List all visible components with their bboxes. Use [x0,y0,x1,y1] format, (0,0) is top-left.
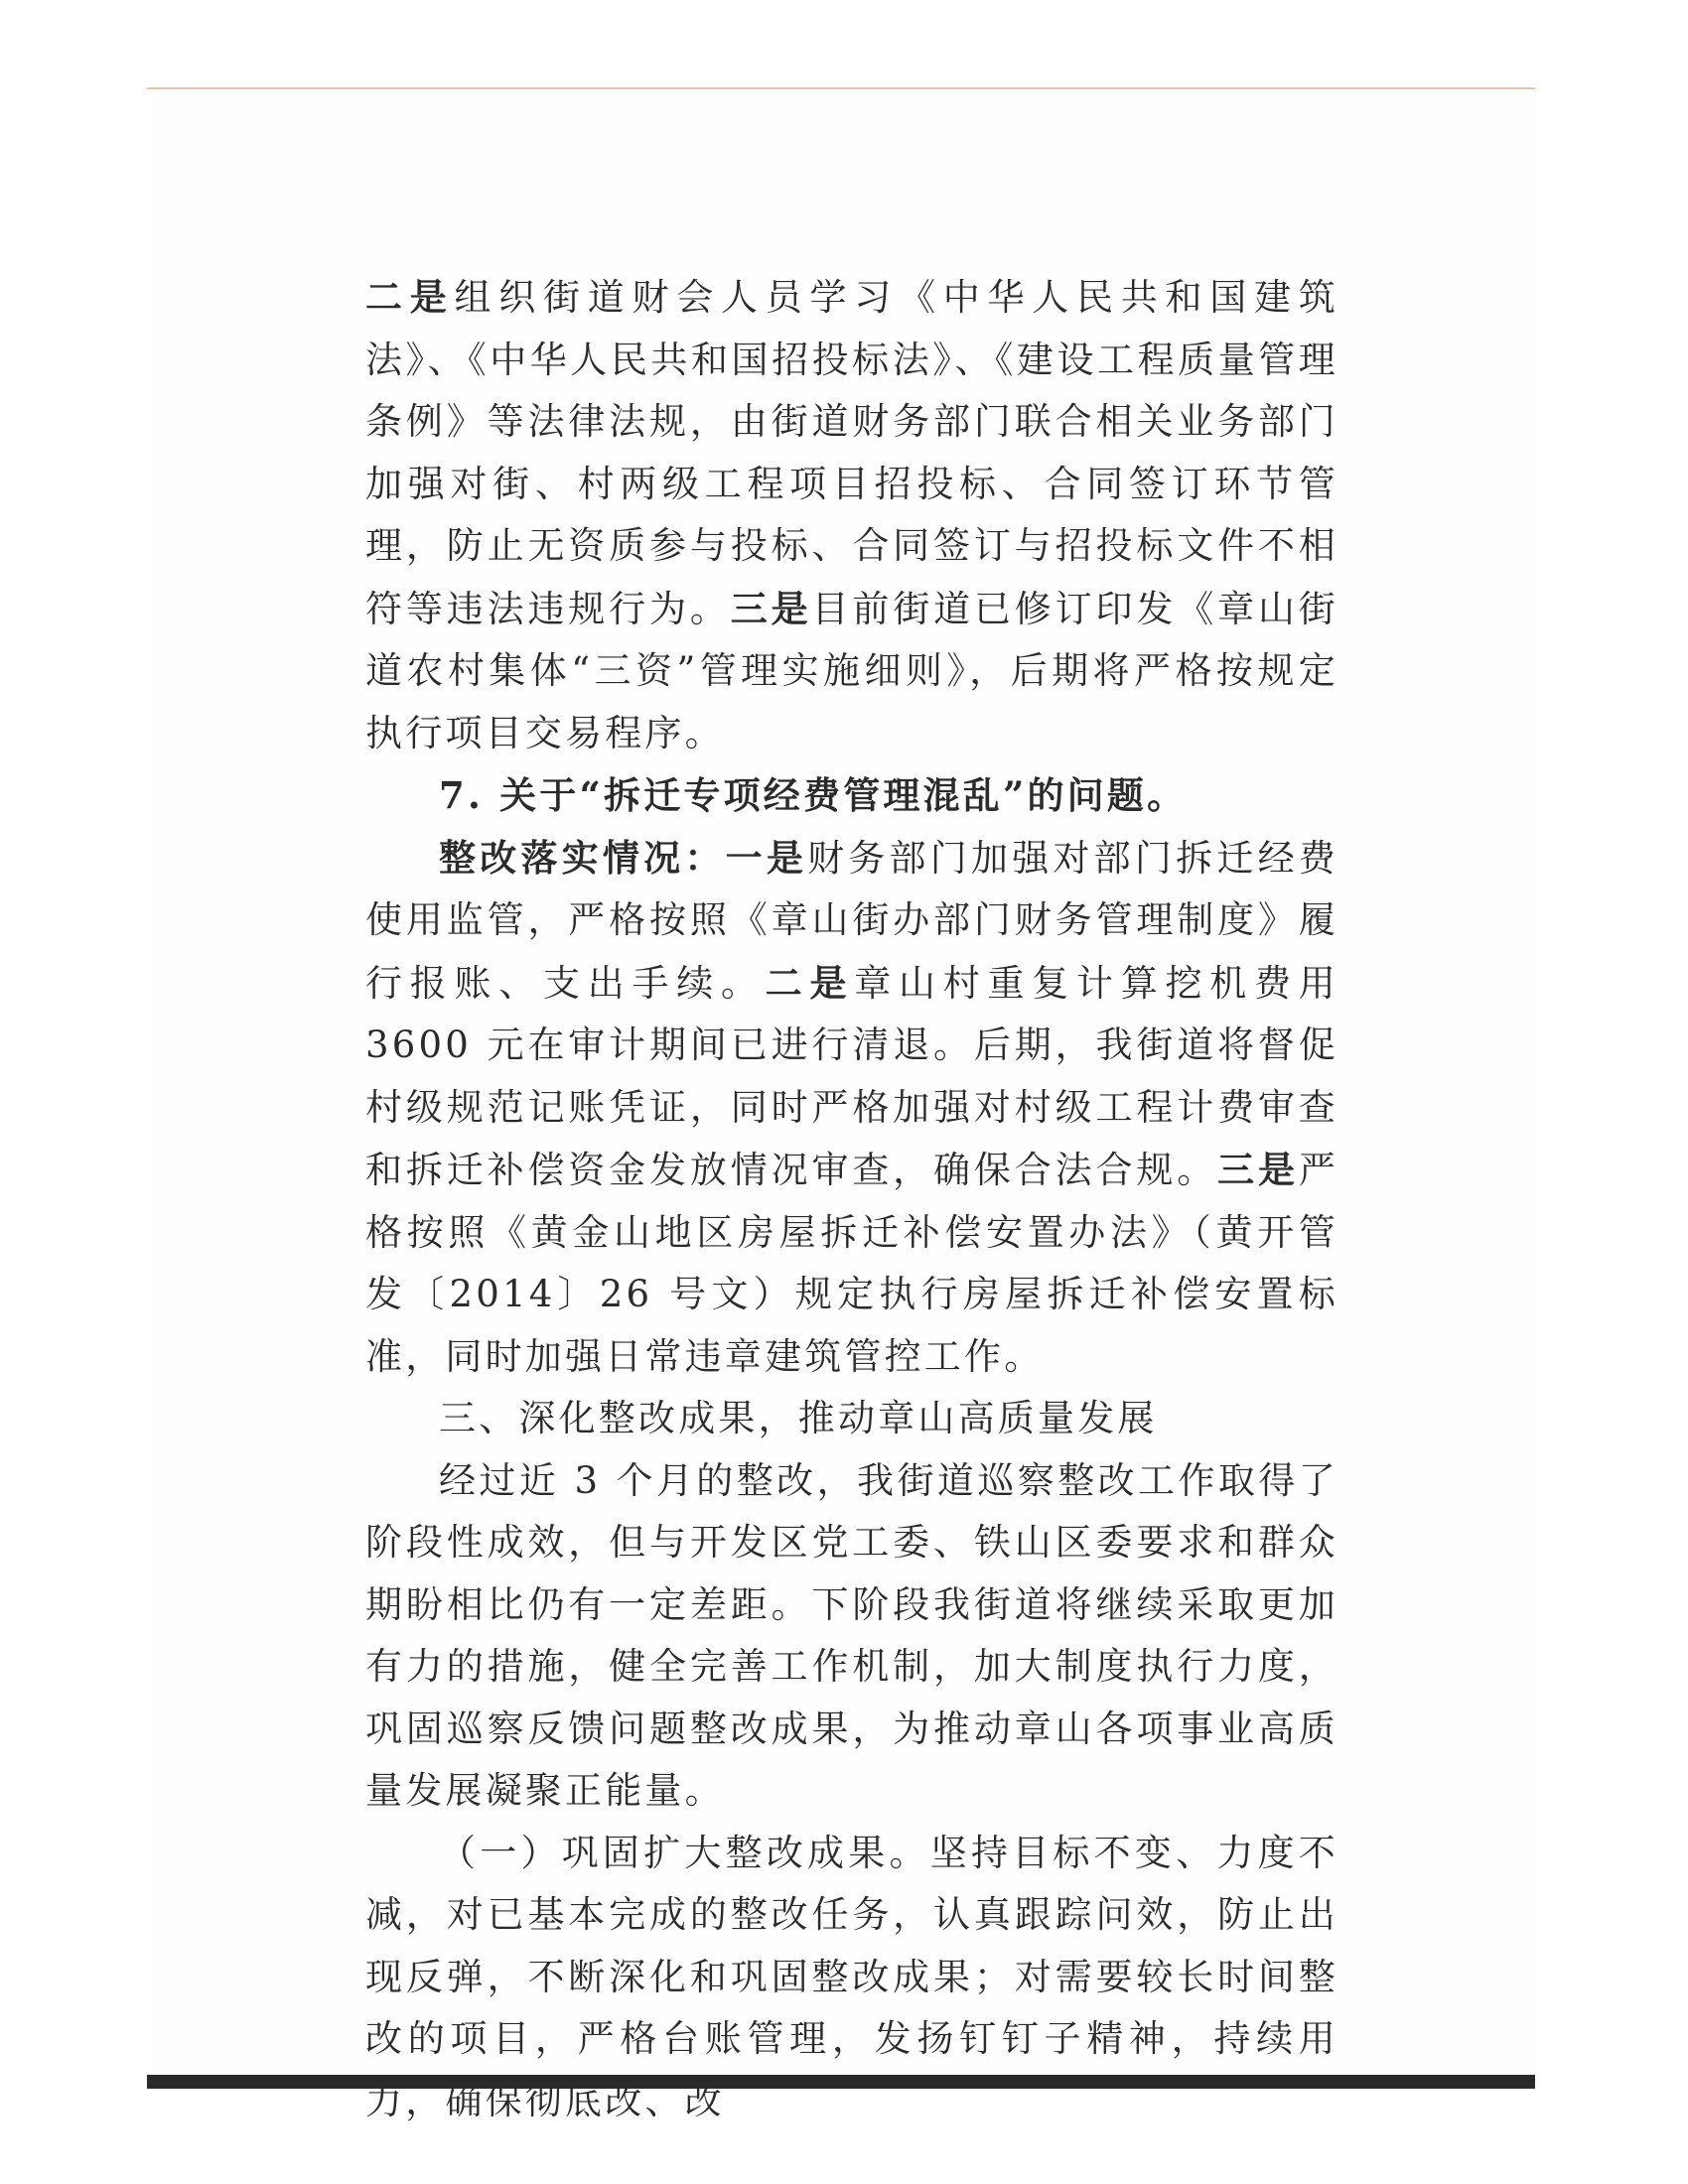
lead-phrase-two: 二是 [365,275,455,319]
lead-phrase-three: 三是 [730,586,812,630]
issue-7-heading: 7. 关于“拆迁专项经费管理混乱”的问题。 [439,773,1188,817]
paragraph-text: 财务部门加强对部门拆迁经费使用监管，严格按照《章山街办部门财务管理制度》履行报账、支出手续。 [365,836,1338,1005]
lead-phrase-one: 一是 [725,835,808,880]
lead-phrase-two: 二是 [765,960,855,1005]
paragraph-consolidate-results: （一）巩固扩大整改成果。坚持目标不变、力度不减，对已基本完成的整改任务，认真跟踪问效，防止出现反弹，不断深化和巩固整改成果；对需要较长时间整改的项目，严格台账管理，发扬钉钉子精神，持续用力，确保彻底改、改 [365,1831,1338,2122]
paragraph-rectification-status [365,827,1338,1389]
rectification-label: 整改落实情况： [439,835,726,880]
section-3-heading: 三、深化整改成果，推动章山高质量发展 [439,1397,1158,1439]
lead-phrase-three: 三是 [1217,1148,1299,1191]
paragraph-measures-two-three [365,266,1338,764]
paragraph-summary: 经过近 3 个月的整改，我街道巡察整改工作取得了阶段性成效，但与开发区党工委、铁山区委要求和群众期盼相比仍有一定差距。下阶段我街道将继续采取更加有力的措施，健全完善工作机制，加大制度执行力度，巩固巡察反馈问题整改成果，为推动章山各项事业高质量发展凝聚正能量。 [365,1458,1338,1812]
paragraph-text: 组织街道财会人员学习《中华人民共和国建筑法》、《中华人民共和国招投标法》、《建设工程质量管理条例》等法律法规，由街道财务部门联合相关业务部门加强对街、村两级工程项目招投标、合同签订环节管理，防止无资质参与投标、合同签订与招投标文件不相符等违法违规行为。 [365,276,1339,630]
paragraph-text: 严格按照《黄金山地区房屋拆迁补偿安置办法》（黄开管发〔2014〕26 号文）规定执行房屋拆迁补偿安置标准，同时加强日常违章建筑管控工作。 [365,1149,1339,1378]
paragraph-text: 目前街道已修订印发《章山街道农村集体“三资”管理实施细则》，后期将严格按规定执行项目交易程序。 [365,587,1338,754]
document-body [365,266,1338,2132]
paragraph-text: 章山村重复计算挖机费用 3600 元在审计期间已进行清退。后期，我街道将督促村级规范记账凭证，同时严格加强对村级工程计费审查和拆迁补偿资金发放情况审查，确保合法合规。 [365,961,1338,1191]
